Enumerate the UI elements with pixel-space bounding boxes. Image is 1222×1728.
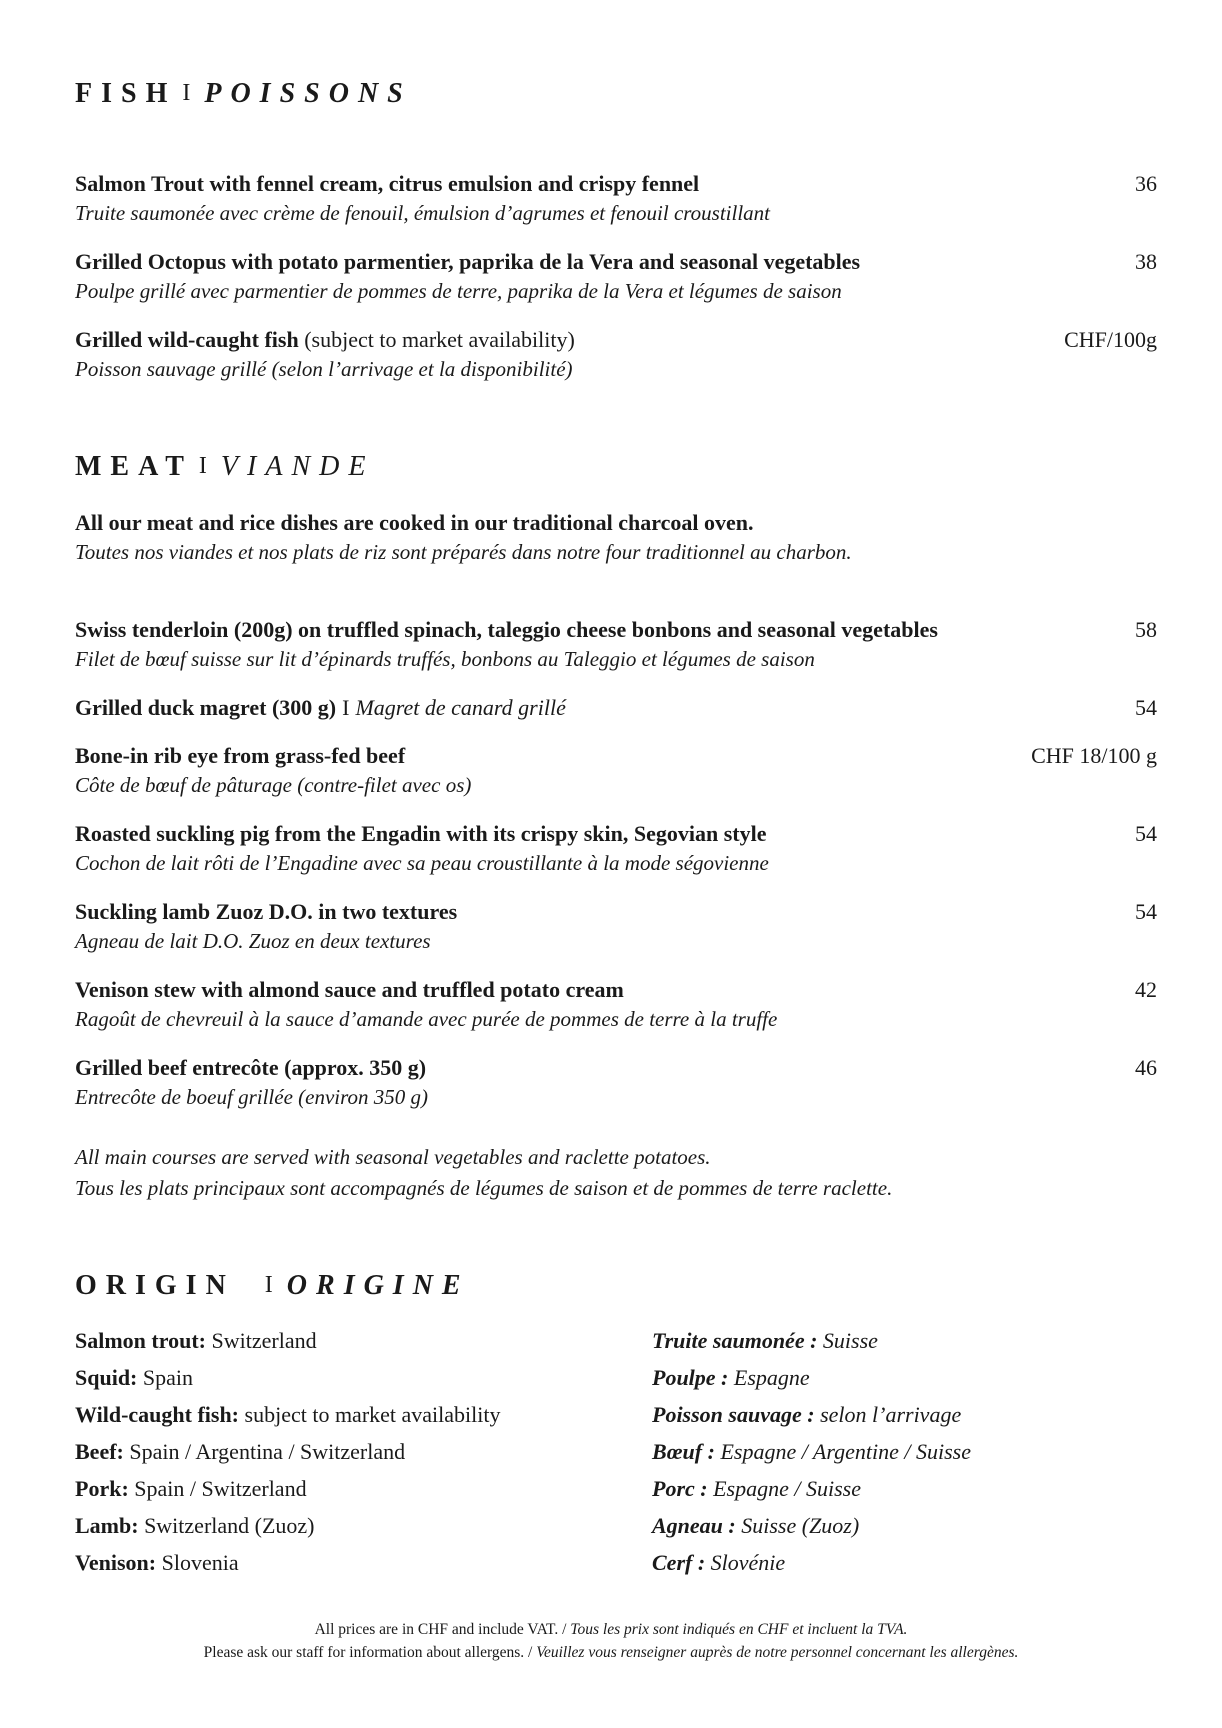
footer-allergen-en: Please ask our staff for information about allergens. / <box>203 1644 533 1661</box>
origin-list-fr <box>652 1322 971 1581</box>
dish-name: Grilled beef entrecôte (approx. 350 g) <box>75 1055 427 1080</box>
fish-title-en: FISH <box>75 78 177 109</box>
origin-row <box>75 1470 501 1507</box>
notice-fr: Toutes nos viandes et nos plats de riz sont préparés dans notre four traditionnel au charbon. <box>75 540 852 564</box>
dish-name: Grilled Octopus with potato parmentier, paprika de la Vera and seasonal vegetables <box>75 249 861 274</box>
meat-title-fr: VIANDE <box>220 451 375 482</box>
origin-value: Espagne / Suisse <box>713 1476 861 1501</box>
origin-row <box>652 1507 971 1544</box>
origin-label: Beef: <box>75 1439 124 1464</box>
origin-label: Venison: <box>75 1550 157 1575</box>
dish-price: CHF/100g <box>1064 327 1157 352</box>
origin-value: Spain / Switzerland <box>134 1476 307 1501</box>
footer-vat-en: All prices are in CHF and include VAT. / <box>314 1621 567 1638</box>
sides-notice <box>75 1142 892 1204</box>
dish-price: 54 <box>1135 899 1157 924</box>
title-separator: I <box>264 1272 273 1298</box>
origin-row <box>652 1359 971 1396</box>
origin-value: Spain / Argentina / Switzerland <box>129 1439 406 1464</box>
origin-list-en <box>75 1322 501 1581</box>
dish-price: 42 <box>1135 977 1157 1002</box>
origin-value: Suisse (Zuoz) <box>741 1513 860 1538</box>
dish-price: 46 <box>1135 1055 1157 1080</box>
dish-name: Roasted suckling pig from the Engadin with its crispy skin, Segovian style <box>75 821 767 846</box>
origin-value: Espagne <box>733 1365 810 1390</box>
origin-label: Truite saumonée : <box>652 1328 818 1353</box>
dish-name: Bone-in rib eye from grass-fed beef <box>75 743 406 768</box>
dish-name-fr: Agneau de lait D.O. Zuoz en deux textures <box>75 929 431 953</box>
meat-section-title <box>75 451 374 483</box>
footer-allergen-line <box>0 1641 1222 1664</box>
origin-row <box>75 1322 501 1359</box>
menu-item-octopus <box>75 249 1157 304</box>
origin-title-fr: ORIGINE <box>286 1270 470 1301</box>
dish-name-fr: Cochon de lait rôti de l’Engadine avec sa peau croustillante à la mode ségovienne <box>75 851 769 875</box>
origin-row <box>75 1544 501 1581</box>
menu-item-suckling-pig <box>75 821 1157 876</box>
menu-item-entrecote <box>75 1055 1157 1110</box>
dish-name: Salmon Trout with fennel cream, citrus emulsion and crispy fennel <box>75 171 700 196</box>
dish-name-fr-inline: Magret de canard grillé <box>355 695 566 720</box>
footer-notes <box>0 1618 1222 1664</box>
origin-label: Poulpe : <box>652 1365 729 1390</box>
dish-name: Venison stew with almond sauce and truffled potato cream <box>75 977 624 1002</box>
origin-label: Wild-caught fish: <box>75 1402 240 1427</box>
origin-title-en: ORIGIN <box>75 1270 235 1301</box>
origin-row <box>75 1433 501 1470</box>
dish-price: 54 <box>1135 821 1157 846</box>
dish-name: Swiss tenderloin (200g) on truffled spinach, taleggio cheese bonbons and seasonal vegetables <box>75 617 938 642</box>
dish-price: 58 <box>1135 617 1157 642</box>
charcoal-oven-notice <box>75 510 1157 565</box>
dish-name <box>75 695 566 721</box>
dish-name-fr: Côte de bœuf de pâturage (contre-filet avec os) <box>75 773 472 797</box>
dish-name-fr: Filet de bœuf suisse sur lit d’épinards truffés, bonbons au Taleggio et légumes de saison <box>75 647 815 671</box>
menu-item-rib-eye <box>75 743 1157 798</box>
origin-value: Slovénie <box>710 1550 786 1575</box>
dish-price: 36 <box>1135 171 1157 196</box>
dish-name-main: Grilled wild-caught fish <box>75 327 299 352</box>
origin-row <box>652 1470 971 1507</box>
origin-value: Suisse <box>822 1328 878 1353</box>
menu-item-wild-fish <box>75 327 1157 382</box>
origin-label: Poisson sauvage : <box>652 1402 815 1427</box>
origin-value: Slovenia <box>161 1550 239 1575</box>
dish-name-fr: Truite saumonée avec crème de fenouil, émulsion d’agrumes et fenouil croustillant <box>75 201 771 225</box>
origin-label: Salmon trout: <box>75 1328 206 1353</box>
origin-row <box>652 1433 971 1470</box>
origin-label: Cerf : <box>652 1550 706 1575</box>
footer-vat-line <box>0 1618 1222 1641</box>
menu-item-tenderloin <box>75 617 1157 672</box>
dish-name: Suckling lamb Zuoz D.O. in two textures <box>75 899 458 924</box>
menu-item-duck-magret <box>75 695 1157 721</box>
footer-allergen-fr: Veuillez vous renseigner auprès de notre personnel concernant les allergènes. <box>536 1644 1019 1661</box>
origin-row <box>652 1544 971 1581</box>
dish-name-fr: Poulpe grillé avec parmentier de pommes de terre, paprika de la Vera et légumes de saison <box>75 279 842 303</box>
origin-row <box>75 1396 501 1433</box>
fish-title-fr: POISSONS <box>204 78 412 109</box>
dish-name-fr: Ragoût de chevreuil à la sauce d’amande avec purée de pommes de terre à la truffe <box>75 1007 778 1031</box>
origin-section-title <box>75 1270 470 1302</box>
dish-name <box>75 327 575 353</box>
sides-notice-en: All main courses are served with seasonal vegetables and raclette potatoes. <box>75 1145 711 1169</box>
dish-note: (subject to market availability) <box>304 327 575 352</box>
origin-row <box>75 1507 501 1544</box>
origin-row <box>652 1322 971 1359</box>
origin-label: Porc : <box>652 1476 708 1501</box>
dish-name-fr: Poisson sauvage grillé (selon l’arrivage et la disponibilité) <box>75 357 573 381</box>
origin-value: subject to market availability <box>244 1402 501 1427</box>
dish-price: 38 <box>1135 249 1157 274</box>
dish-name-main: Grilled duck magret (300 g) <box>75 695 337 720</box>
dish-name-fr: Entrecôte de boeuf grillée (environ 350 g) <box>75 1085 429 1109</box>
menu-item-salmon-trout <box>75 171 1157 226</box>
dish-price: CHF 18/100 g <box>1031 743 1157 768</box>
title-separator: I <box>198 453 207 479</box>
sides-notice-fr: Tous les plats principaux sont accompagnés de légumes de saison et de pommes de terre raclette. <box>75 1176 893 1200</box>
origin-label: Squid: <box>75 1365 138 1390</box>
origin-value: selon l’arrivage <box>820 1402 962 1427</box>
footer-vat-fr: Tous les prix sont indiqués en CHF et incluent la TVA. <box>570 1621 908 1638</box>
inline-separator: I <box>342 695 350 720</box>
fish-section-title <box>75 78 412 110</box>
dish-price: 54 <box>1135 695 1157 720</box>
menu-item-venison-stew <box>75 977 1157 1032</box>
origin-label: Bœuf : <box>652 1439 715 1464</box>
origin-value: Switzerland <box>211 1328 317 1353</box>
origin-value: Spain <box>142 1365 194 1390</box>
origin-label: Agneau : <box>652 1513 736 1538</box>
menu-item-suckling-lamb <box>75 899 1157 954</box>
notice-en: All our meat and rice dishes are cooked in our traditional charcoal oven. <box>75 510 754 535</box>
title-separator: I <box>182 80 191 106</box>
origin-row <box>652 1396 971 1433</box>
origin-value: Espagne / Argentine / Suisse <box>720 1439 971 1464</box>
origin-value: Switzerland (Zuoz) <box>144 1513 315 1538</box>
origin-label: Lamb: <box>75 1513 139 1538</box>
origin-label: Pork: <box>75 1476 129 1501</box>
origin-row <box>75 1359 501 1396</box>
meat-title-en: MEAT <box>75 451 193 482</box>
